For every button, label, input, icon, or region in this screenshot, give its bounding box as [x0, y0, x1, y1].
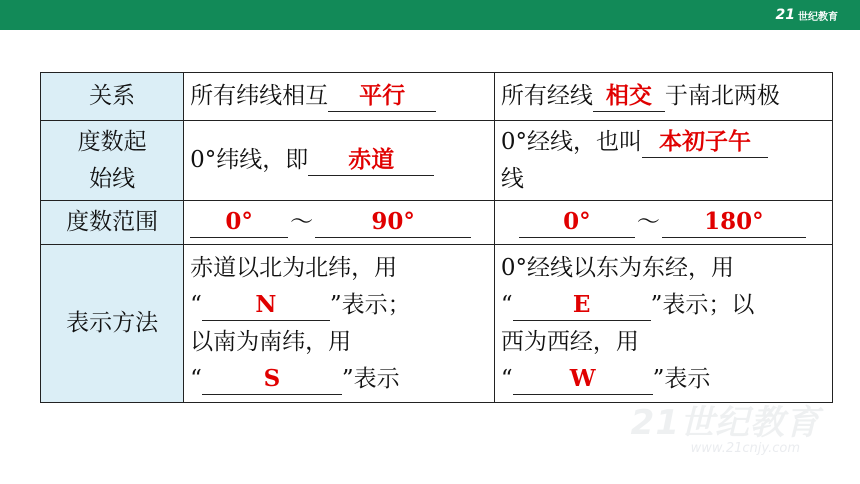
logo-mark: 21 — [775, 7, 795, 23]
answer-blank: 0° — [190, 207, 288, 238]
cell-line: “ N ”表示； — [190, 287, 488, 324]
cell-text: 0°经线，也叫 — [500, 128, 642, 155]
answer-blank: W — [513, 364, 653, 395]
logo-text: 世纪教育 — [798, 11, 838, 23]
cell-text: ”表示 — [341, 365, 400, 392]
cell-line: “ W ”表示 — [501, 361, 826, 398]
cell-longitude-notation — [494, 245, 832, 403]
cell-text: 所有纬线相互 — [190, 83, 329, 109]
row-label-notation: 表示方法 — [41, 245, 184, 403]
cell-line: 0°经线以东为东经，用 — [500, 254, 734, 281]
answer-blank: 平行 — [328, 81, 436, 112]
cell-text: 线 — [500, 165, 524, 192]
cell-longitude-range — [494, 201, 832, 245]
cell-text: ”表示 — [652, 365, 711, 392]
cell-text: 所有经线 — [500, 83, 593, 109]
cell-latitude-notation — [184, 245, 495, 403]
answer-blank: 赤道 — [308, 145, 434, 176]
table-row — [41, 201, 833, 245]
cell-latitude-range — [184, 201, 495, 245]
tilde-text: ～ — [290, 209, 314, 235]
cell-latitude-origin — [184, 121, 495, 201]
cell-text: 0°纬线，即 — [190, 147, 309, 173]
row-label-relation: 关系 — [41, 73, 184, 121]
table-row — [41, 121, 833, 201]
table-row — [41, 245, 833, 403]
answer-blank: N — [202, 290, 330, 321]
label-line: 始线 — [89, 165, 136, 192]
cell-latitude-relation — [184, 73, 495, 121]
table-row — [41, 73, 833, 121]
answer-blank: 本初子午 — [642, 127, 768, 158]
latitude-longitude-table — [40, 72, 833, 403]
row-label-range: 度数范围 — [41, 201, 184, 245]
cell-longitude-origin — [494, 121, 832, 201]
watermark-logo: 21世纪教育 — [630, 403, 820, 443]
cell-line: “ E ”表示；以 — [501, 287, 826, 324]
label-line: 度数起 — [77, 128, 147, 155]
cell-line: 西为西经，用 — [500, 328, 639, 355]
header-bar — [0, 0, 860, 30]
cell-line: 赤道以北为北纬，用 — [190, 254, 398, 281]
answer-blank: S — [202, 364, 342, 395]
tilde-text: ～ — [636, 209, 660, 235]
answer-blank: 90° — [315, 207, 471, 238]
cell-text: ”表示；以 — [650, 291, 755, 318]
row-label-origin — [41, 121, 184, 201]
cell-longitude-relation — [494, 73, 832, 121]
answer-blank: 0° — [519, 207, 635, 238]
answer-blank: 180° — [662, 207, 806, 238]
brand-logo — [776, 4, 838, 26]
cell-text: 于南北两极 — [664, 83, 780, 109]
cell-text: ”表示； — [329, 291, 411, 318]
cell-line: 以南为南纬，用 — [190, 328, 352, 355]
cell-line: “ S ”表示 — [190, 361, 488, 398]
answer-blank: E — [513, 290, 651, 321]
answer-blank: 相交 — [593, 81, 665, 112]
watermark-url: www.21cnjy.com — [690, 441, 800, 456]
